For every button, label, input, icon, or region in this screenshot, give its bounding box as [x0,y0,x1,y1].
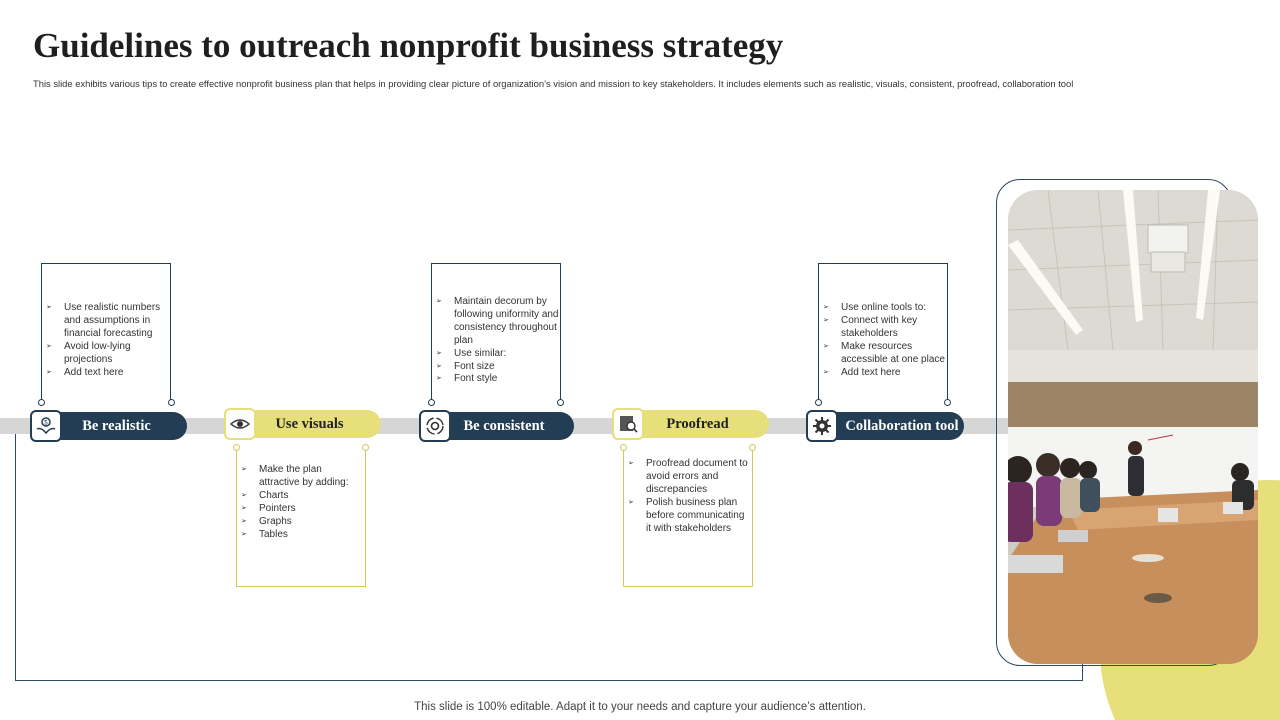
list-item: ➢ Proofread document to avoid errors and discrepancies [624,458,752,497]
list-item: ➢ Use similar: [432,348,560,361]
list-item: ➢ Maintain decorum by following uniformity and consistency throughout plan [432,296,560,348]
list-item: ➢ Add text here [42,367,170,380]
slide-title: Guidelines to outreach nonprofit business strategy [33,26,784,65]
list-item: ➢ Polish business plan before communicating it with stakeholders [624,497,752,536]
eye-icon [229,413,251,435]
list-item: ➢ Font size [432,361,560,374]
step-box-collaboration-tool [818,263,948,403]
list-item: ➢ Use online tools to: [819,302,947,315]
meeting-photo [1008,190,1258,664]
list-item: ➢ Make the plan attractive by adding: [237,464,365,490]
outline-frame [15,415,1083,681]
step-box-use-visuals [236,448,366,587]
connector-dot [233,444,240,451]
step-pill-be-consistent[interactable] [434,412,574,440]
connector-dot [38,399,45,406]
slide-subtitle: This slide exhibits various tips to create effective nonprofit business plan that helps in providing clear picture of organization’s vision and mission to key stakeholders. It includes elements such as realistic, visuals, consistent, proofread, collaboration tool [33,78,1074,89]
list-item: ➢ Tables [237,529,365,542]
connector-dot [168,399,175,406]
list-item: ➢ Use realistic numbers and assumptions in financial forecasting [42,302,170,341]
step-label: Proofread [666,415,729,432]
connector-dot [557,399,564,406]
step-pill-use-visuals[interactable] [238,410,381,438]
list-item: ➢ Graphs [237,516,365,529]
list-item: ➢ Avoid low-lying projections [42,341,170,367]
hands-money-icon [35,415,57,437]
step-pill-be-realistic[interactable] [46,412,187,440]
list-item: ➢ Font style [432,373,560,386]
connector-dot [749,444,756,451]
connector-dot [815,399,822,406]
list-item: ➢ Connect with key stakeholders [819,315,947,341]
step-pill-collaboration-tool[interactable] [822,412,964,440]
list-item: ➢ Charts [237,490,365,503]
team-gear-icon [811,415,833,437]
list-item: ➢ Make resources accessible at one place [819,341,947,367]
step-icon-be-consistent [419,410,451,442]
step-box-be-realistic [41,263,171,403]
connector-dot [944,399,951,406]
step-box-proofread [623,448,753,587]
document-magnifier-icon [617,413,639,435]
step-label: Collaboration tool [845,417,959,434]
step-pill-proofread[interactable] [626,410,769,438]
step-icon-use-visuals [224,408,256,440]
step-box-be-consistent [431,263,561,403]
step-icon-proofread [612,408,644,440]
footer-note: This slide is 100% editable. Adapt it to your needs and capture your audience’s attention. [414,701,866,713]
connector-dot [428,399,435,406]
connector-dot [362,444,369,451]
step-icon-be-realistic [30,410,62,442]
list-item: ➢ Add text here [819,367,947,380]
svg-text:$: $ [44,420,48,427]
step-label: Be realistic [82,417,151,434]
connector-dot [620,444,627,451]
cycle-gear-icon [424,415,446,437]
list-item: ➢ Pointers [237,503,365,516]
step-label: Be consistent [463,417,545,434]
step-label: Use visuals [275,415,344,432]
step-icon-collaboration-tool [806,410,838,442]
